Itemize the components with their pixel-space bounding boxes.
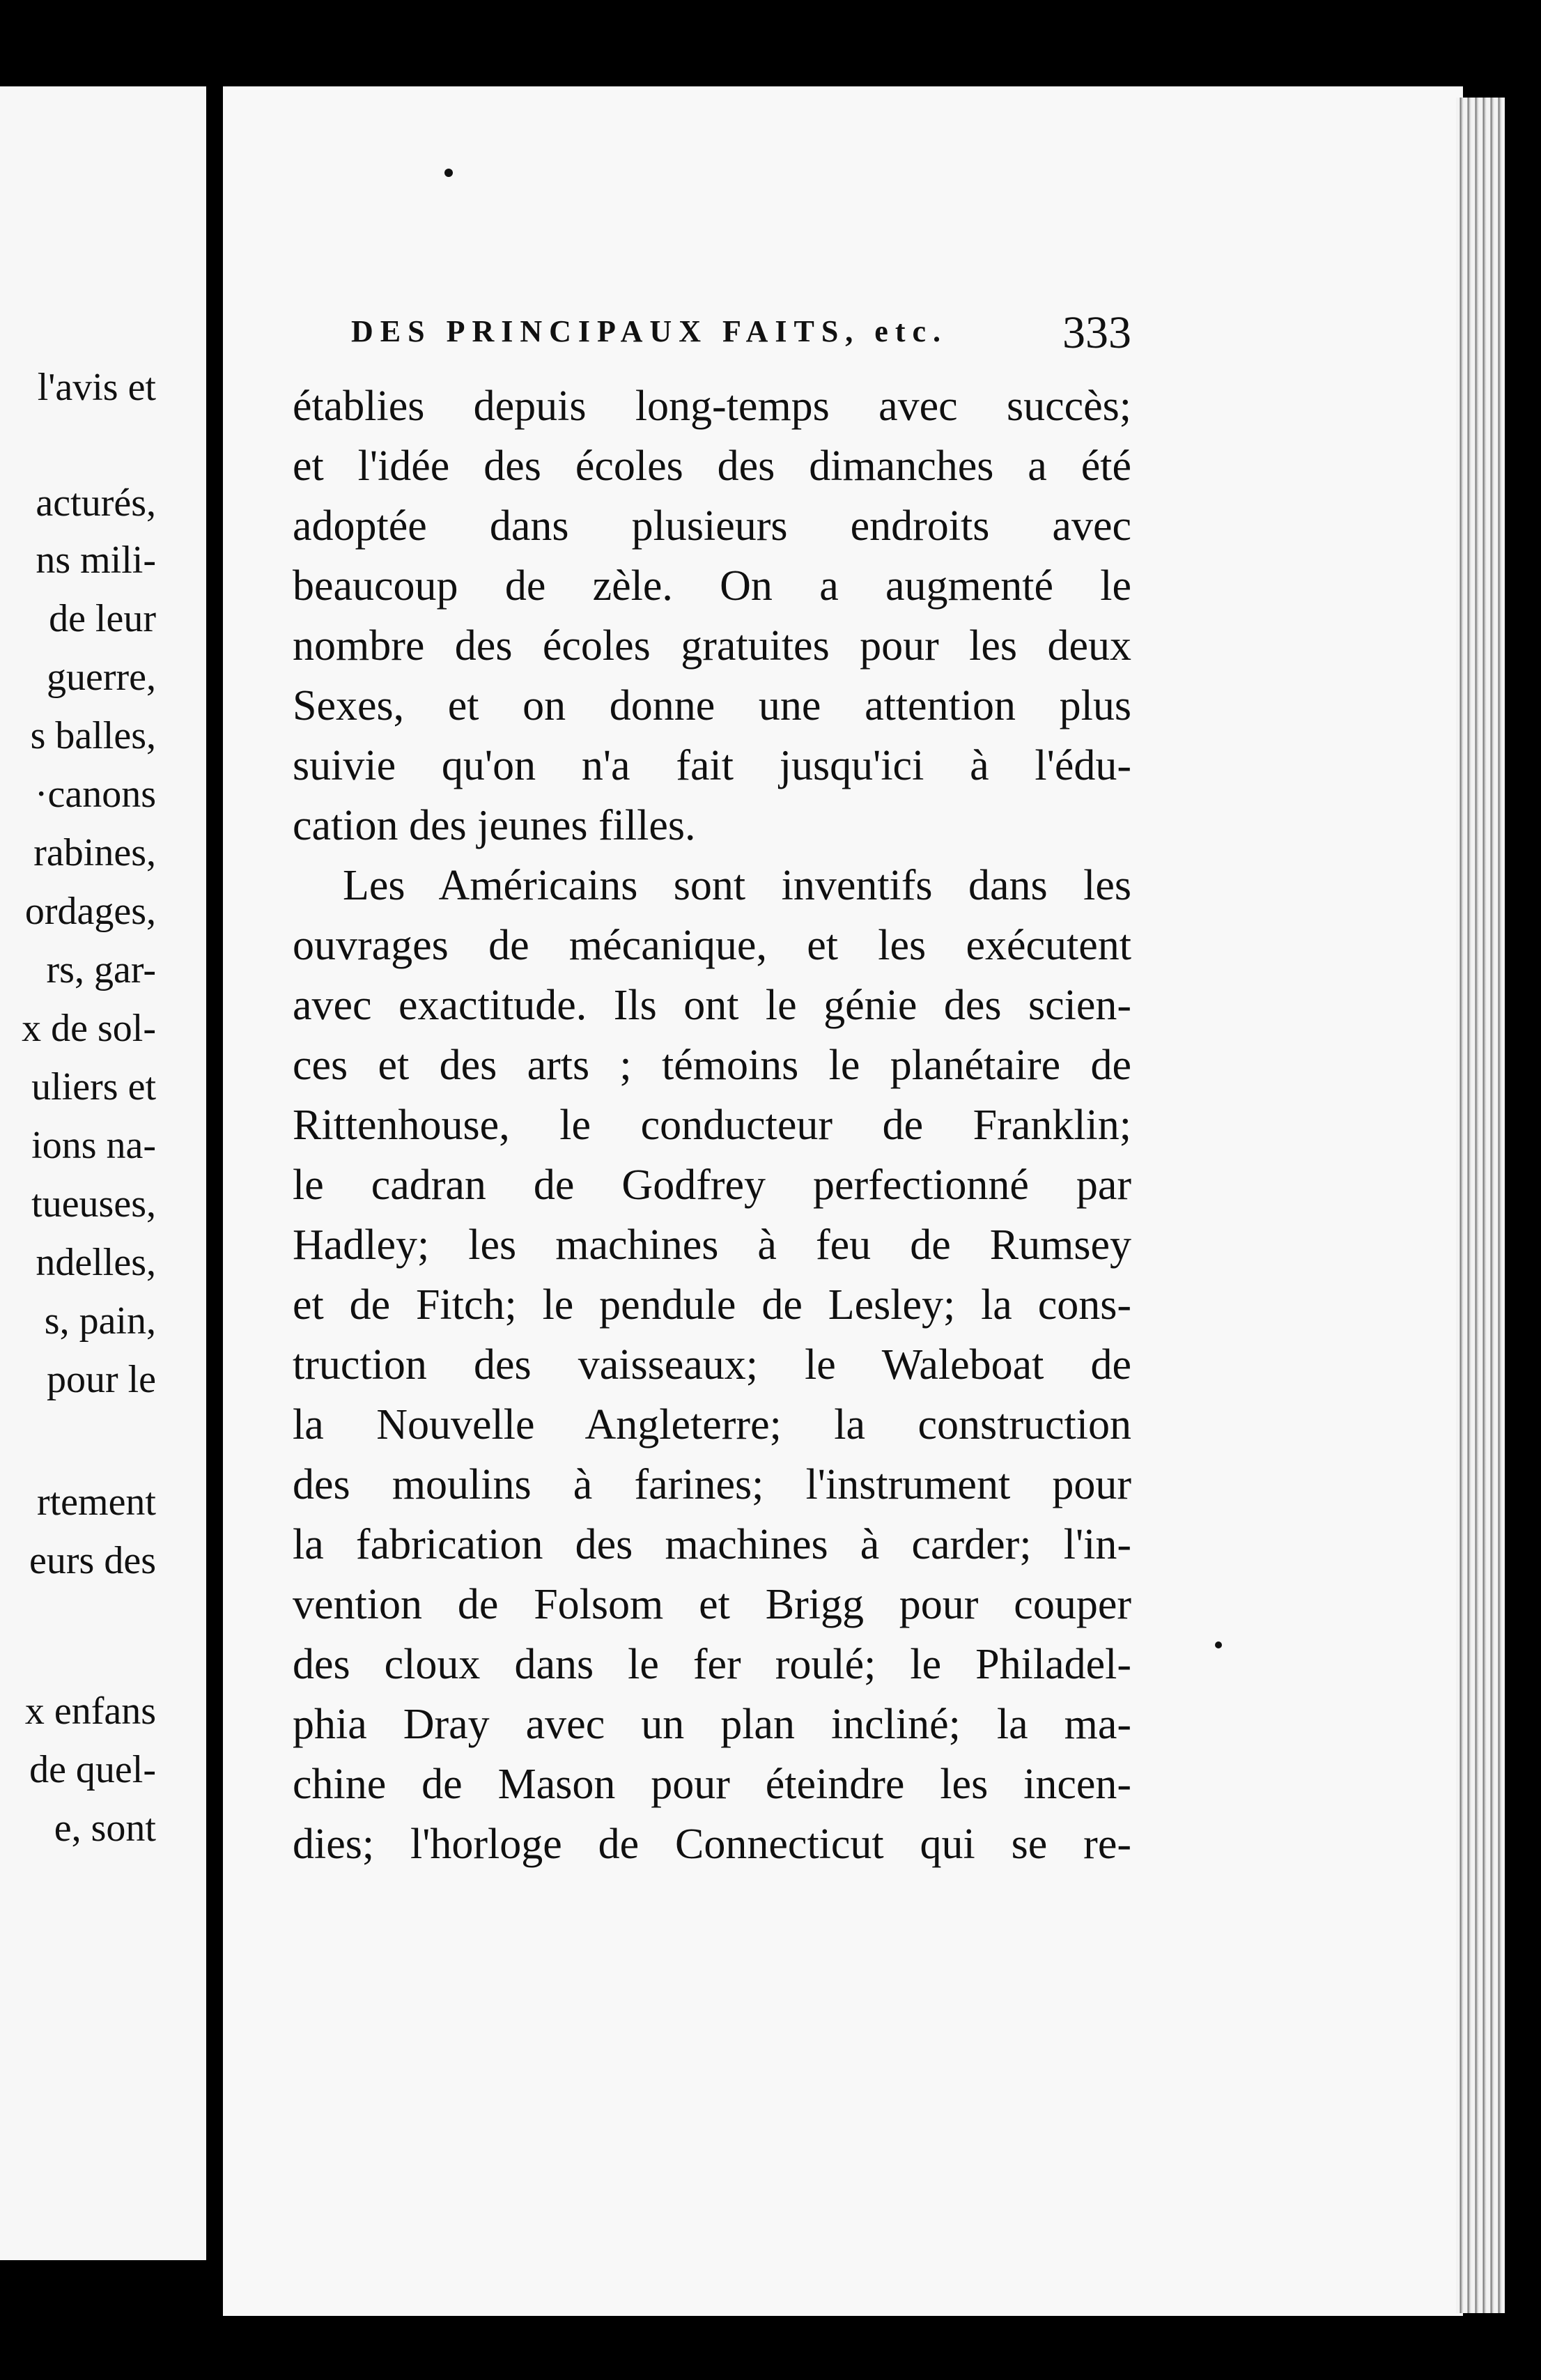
left-page-line: pour le: [46, 1358, 156, 1401]
text-line: vention de Folsom et Brigg pour couper: [293, 1581, 1131, 1628]
text-line: Hadley; les machines à feu de Rumsey: [293, 1221, 1131, 1269]
text-line: cation des jeunes filles.: [293, 802, 696, 849]
left-page-line: tueuses,: [31, 1182, 156, 1226]
left-page-line: uliers et: [31, 1065, 156, 1108]
text-line: et l'idée des écoles des dimanches a été: [293, 442, 1131, 490]
text-line: avec exactitude. Ils ont le génie des scien-: [293, 982, 1131, 1029]
text-line: le cadran de Godfrey perfectionné par: [293, 1161, 1131, 1209]
text-line: la fabrication des machines à carder; l'in-: [293, 1521, 1131, 1568]
running-head-title: DES PRINCIPAUX FAITS, etc.: [351, 314, 948, 348]
page-stack-edge: [1456, 98, 1505, 2313]
text-line: beaucoup de zèle. On a augmenté le: [293, 562, 1131, 610]
left-page-line: s, pain,: [44, 1299, 156, 1343]
left-page-line: ions na-: [31, 1124, 156, 1167]
text-line: Rittenhouse, le conducteur de Franklin;: [293, 1102, 1131, 1149]
left-page-line: ordages,: [24, 890, 156, 933]
text-line: chine de Mason pour éteindre les incen-: [293, 1761, 1131, 1808]
ink-speck: [1215, 1641, 1222, 1648]
text-line: nombre des écoles gratuites pour les deux: [293, 622, 1131, 670]
text-line: établies depuis long-temps avec succès;: [293, 382, 1131, 430]
left-page-line: rs, gar-: [46, 948, 156, 991]
text-line: des moulins à farines; l'instrument pour: [293, 1461, 1131, 1508]
left-page-line: ·canons: [34, 773, 156, 816]
body-text: [293, 376, 1131, 1874]
text-line: truction des vaisseaux; le Waleboat de: [293, 1341, 1131, 1389]
text-line: Sexes, et on donne une attention plus: [293, 682, 1131, 729]
left-page-line: guerre,: [46, 656, 156, 699]
left-page-line: rabines,: [33, 831, 156, 874]
text-line: la Nouvelle Angleterre; la construction: [293, 1401, 1131, 1448]
left-page-line: l'avis et: [37, 366, 156, 409]
page-number: 333: [1062, 307, 1131, 358]
left-page-fragment: [0, 86, 206, 2260]
left-page-line: x de sol-: [22, 1007, 156, 1050]
left-page-line: rtement: [36, 1481, 156, 1524]
left-page-line: s balles,: [30, 714, 156, 757]
left-page-line: x enfans: [24, 1690, 156, 1733]
text-line: dies; l'horloge de Connecticut qui se re-: [293, 1821, 1131, 1868]
left-page-line: de quel-: [29, 1748, 156, 1791]
left-page-line: ndelles,: [36, 1241, 156, 1284]
paragraph-start-line: Les Américains sont inventifs dans les: [343, 862, 1131, 909]
text-line: phia Dray avec un plan incliné; la ma-: [293, 1701, 1131, 1748]
ink-speck: [444, 169, 453, 177]
text-line: des cloux dans le fer roulé; le Philadel-: [293, 1641, 1131, 1688]
running-head: [351, 307, 1131, 369]
text-line: suivie qu'on n'a fait jusqu'ici à l'édu-: [293, 742, 1131, 789]
text-line: adoptée dans plusieurs endroits avec: [293, 502, 1131, 550]
left-page-line: ns mili-: [36, 539, 156, 582]
left-page-line: acturés,: [36, 481, 156, 525]
left-page-line: eurs des: [29, 1539, 156, 1582]
text-line: ouvrages de mécanique, et les exécutent: [293, 922, 1131, 969]
text-line: et de Fitch; le pendule de Lesley; la cons-: [293, 1281, 1131, 1329]
text-line: ces et des arts ; témoins le planétaire de: [293, 1042, 1131, 1089]
left-page-line: de leur: [49, 597, 156, 640]
left-page-line: e, sont: [54, 1807, 156, 1850]
